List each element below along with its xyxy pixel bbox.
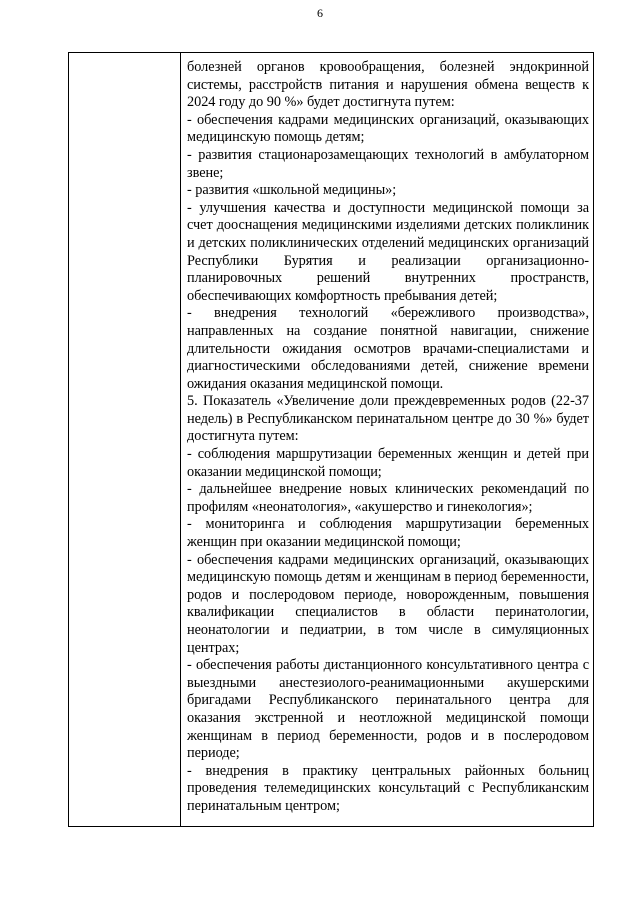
content-table [68,52,594,827]
table-left-cell [69,53,181,826]
list-item: - обеспечения кадрами медицинских организаций, оказывающих медицинскую помощь детям и женщинам в период беременности, родов и послеродовом периоде, новорожденным, повышения квалификации специалистов в области перинатологии, неонатологии и педиатрии, в том числе в симуляционных центрах; [187,551,589,656]
list-item: - развития «школьной медицины»; [187,182,397,199]
list-item: - обеспечения работы дистанционного консультативного центра с выездными анестезиолого-реанимационными акушерскими бригадами Республиканского перинатального центра для оказания экстренной и неотложной медицинской помощи женщинам в период беременности, родов и в послеродовом периоде; [187,657,589,762]
list-item: - внедрения в практику центральных районных больниц проведения телемедицинских консультаций с Республиканским перинатальным центром; [187,762,589,814]
list-item: - обеспечения кадрами медицинских организаций, оказывающих медицинскую помощь детям; [187,111,589,146]
list-item: - мониторинга и соблюдения маршрутизации беременных женщин при оказании медицинской помощи; [187,516,589,551]
list-item: - улучшения качества и доступности медицинской помощи за счет дооснащения медицинскими изделиями детских поликлиник и детских поликлинических отделений медицинских организаций Республики Бурятия и реализации организационно-планировочных решений внутренних пространств, обеспечивающих комфортность пребывания детей; [187,199,589,304]
list-item: - внедрения технологий «бережливого производства», направленных на создание понятной навигации, снижение длительности ожидания осмотров врачами-специалистами и диагностическими обследованиями детей, снижение времени ожидания оказания медицинской помощи. [187,305,589,392]
paragraph: 5. Показатель «Увеличение доли преждевременных родов (22-37 недель) в Республиканском перинатальном центре до 30 %» будет достигнута путем: [187,393,589,445]
list-item: - дальнейшее внедрение новых клинических рекомендаций по профилям «неонатология», «акушерство и гинекология»; [187,481,589,515]
list-item: - развития стационарозамещающих технологий в амбулаторном звене; [187,146,589,181]
table-right-cell [182,53,593,826]
list-item: - соблюдения маршрутизации беременных женщин и детей при оказании медицинской помощи; [187,446,589,480]
paragraph: болезней органов кровообращения, болезней эндокринной системы, расстройств питания и нарушения обмена веществ к 2024 году до 90 %» будет достигнута путем: [187,59,589,111]
page-number: 6 [317,6,323,20]
